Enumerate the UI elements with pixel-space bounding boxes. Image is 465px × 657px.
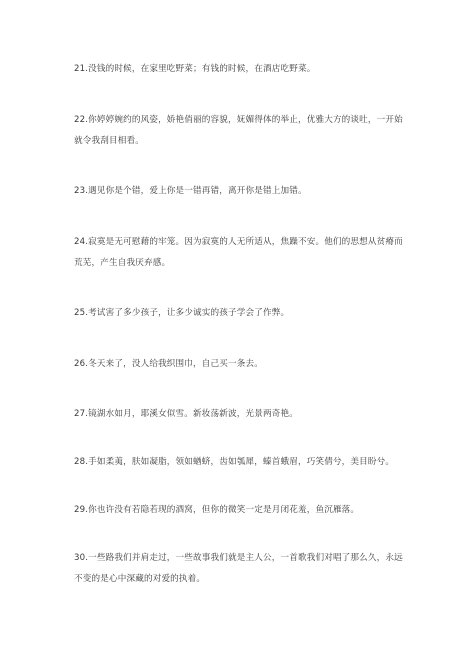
quote-line: 25.考试害了多少孩子，让多少诚实的孩子学会了作弊。 [74, 308, 290, 318]
quote-line: 27.镜湖水如月，耶溪女似雪。新妆荡新波，光景两奇艳。 [74, 409, 298, 419]
quote-28 [74, 452, 395, 473]
quote-line: 荒芜，产生自我厌弃感。 [74, 258, 171, 268]
quote-22 [74, 110, 403, 152]
quote-line: 28.手如柔荑，肤如凝脂，领如蝤蛴，齿如瓠犀，螓首蛾眉，巧笑倩兮，美目盼兮。 [74, 457, 395, 467]
quote-27 [74, 404, 392, 425]
quote-30 [74, 548, 403, 590]
quote-line: 29.你也许没有若隐若现的酒窝，但你的微笑一定是月闭花羞，鱼沉雁落。 [74, 505, 360, 515]
quote-line: 26.冬天来了，没人给我织围巾，自己买一条去。 [74, 359, 263, 369]
quote-29 [74, 500, 392, 521]
quote-line: 24.寂寞是无可慰藉的牢笼。因为寂寞的人无所适从，焦躁不安。他们的思想从贫瘠而 [74, 237, 403, 247]
quote-line: 23.遇见你是个错，爱上你是一错再错，离开你是错上加错。 [74, 186, 307, 196]
quote-21 [74, 59, 392, 80]
quote-line: 22.你婷婷婉约的风姿，娇艳俏丽的容貌，妩媚得体的举止，优雅大方的谈吐，一开始 [74, 115, 403, 125]
quote-23 [74, 181, 392, 202]
quote-24 [74, 232, 403, 274]
quote-line: 21.没钱的时候，在家里吃野菜；有钱的时候，在酒店吃野菜。 [74, 64, 316, 74]
quote-line: 不变的是心中深藏的对爱的执着。 [74, 574, 206, 584]
quote-line: 就令我刮目相看。 [74, 136, 144, 146]
quote-line: 30.一些路我们并肩走过，一些故事我们就是主人公，一首歌我们对唱了那么久，永远 [74, 553, 403, 563]
quote-26 [74, 354, 392, 375]
quote-25 [74, 303, 392, 324]
